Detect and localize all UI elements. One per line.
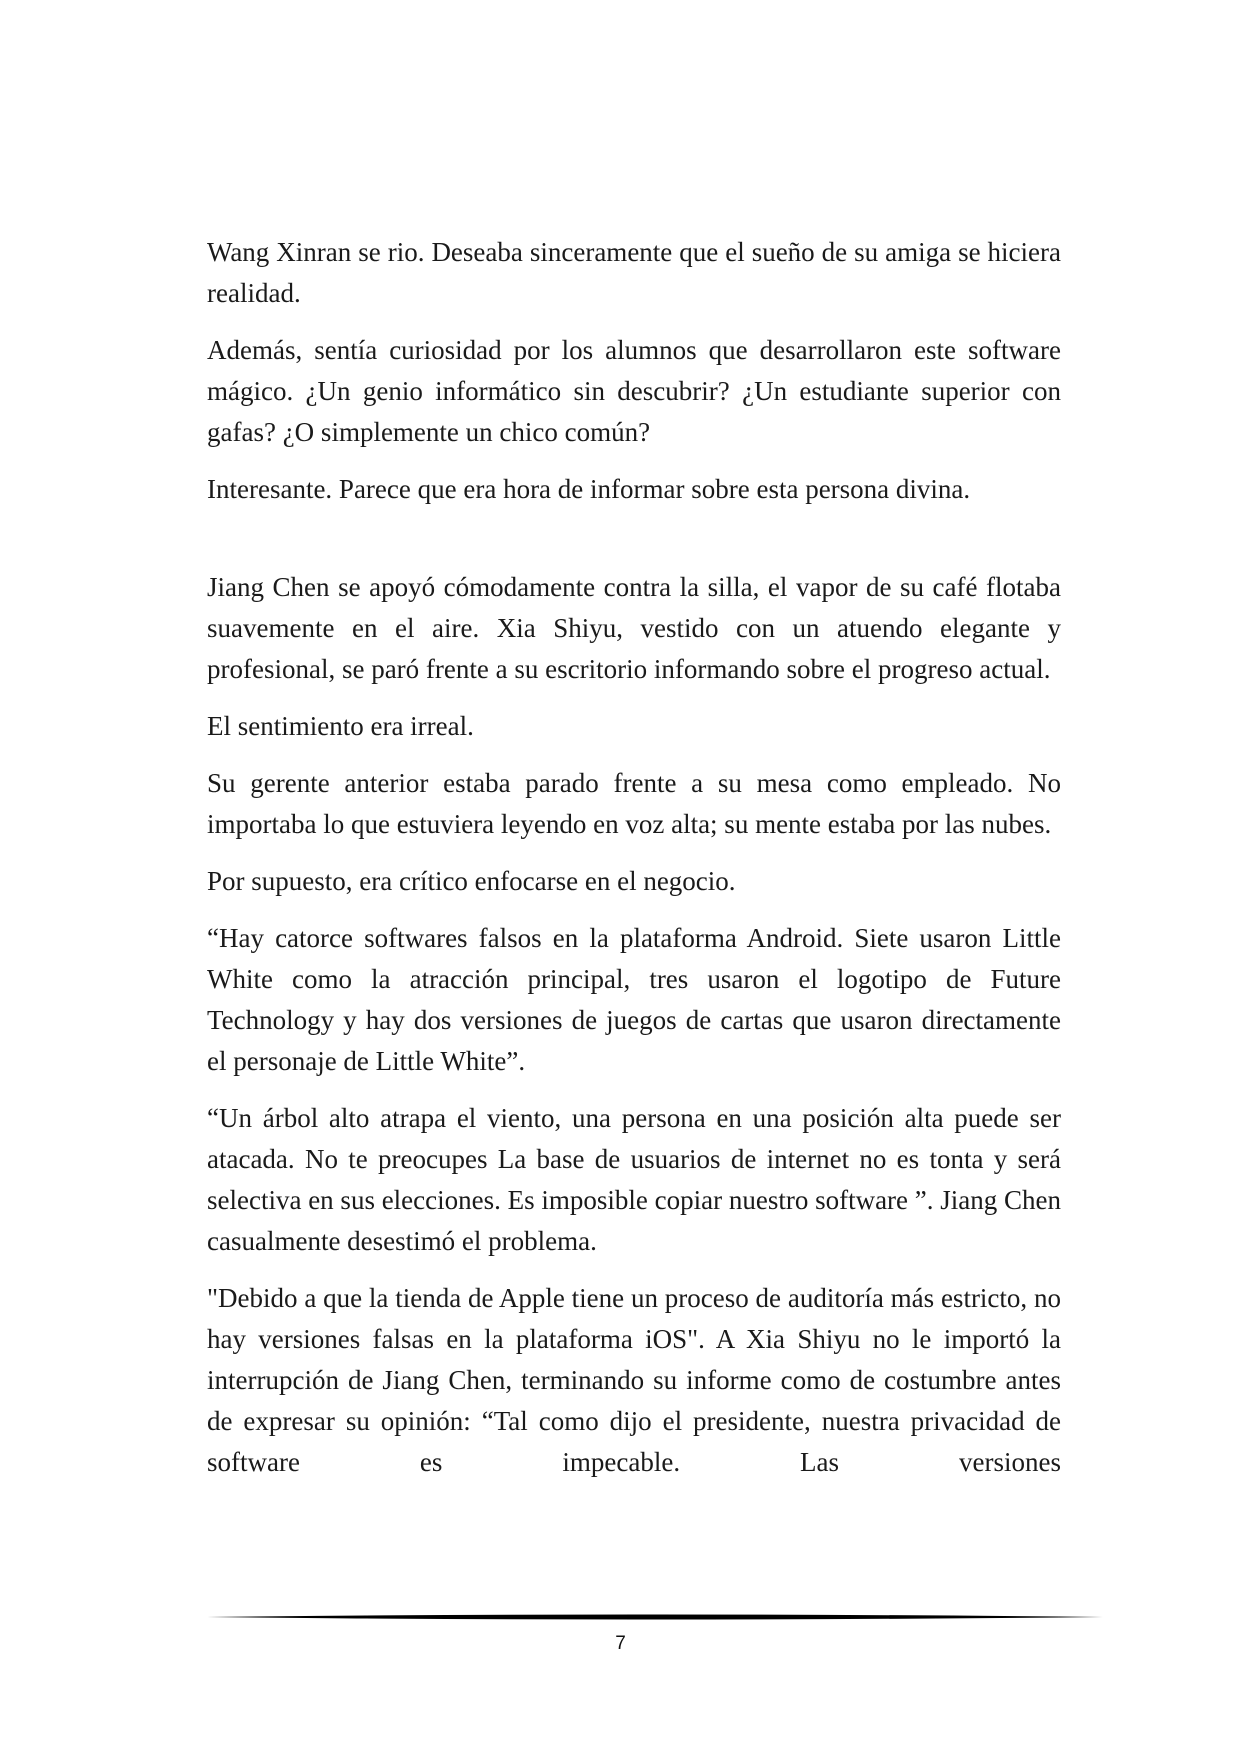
body-text <box>207 232 1061 1499</box>
paragraph: Jiang Chen se apoyó cómodamente contra la silla, el vapor de su café flotaba suavemente en el aire. Xia Shiyu, vestido con un atuendo elegante y profesional, se paró frente a su escritorio informando sobre el progreso actual. <box>207 572 1061 684</box>
paragraph: Wang Xinran se rio. Deseaba sinceramente que el sueño de su amiga se hiciera realidad. <box>207 237 1061 308</box>
paragraph: “Un árbol alto atrapa el viento, una persona en una posición alta puede ser atacada. No te preocupes La base de usuarios de internet no es tonta y será selectiva en sus elecciones. Es imposible copiar nuestro software ”. Jiang Chen casualmente desestimó el problema. <box>207 1103 1061 1256</box>
paragraph: El sentimiento era irreal. <box>207 711 474 741</box>
paragraph: "Debido a que la tienda de Apple tiene un proceso de auditoría más estricto, no hay versiones falsas en la plataforma iOS". A Xia Shiyu no le importó la interrupción de Jiang Chen, terminando su informe como de costumbre antes de expresar su opinión: “Tal como dijo el presidente, nuestra privacidad de software es impecable. Las versiones <box>207 1283 1061 1477</box>
paragraph: Además, sentía curiosidad por los alumnos que desarrollaron este software mágico. ¿Un genio informático sin descubrir? ¿Un estudiante superior con gafas? ¿O simplemente un chico común? <box>207 335 1061 447</box>
footer-rule <box>207 1613 1103 1621</box>
paragraph: Interesante. Parece que era hora de informar sobre esta persona divina. <box>207 474 971 504</box>
paragraph: Por supuesto, era crítico enfocarse en el negocio. <box>207 866 736 896</box>
paragraph: Su gerente anterior estaba parado frente a su mesa como empleado. No importaba lo que estuviera leyendo en voz alta; su mente estaba por las nubes. <box>207 768 1061 839</box>
page-number: 7 <box>615 1633 626 1654</box>
paragraph: “Hay catorce softwares falsos en la plataforma Android. Siete usaron Little White como la atracción principal, tres usaron el logotipo de Future Technology y hay dos versiones de juegos de cartas que usaron directamente el personaje de Little White”. <box>207 923 1061 1076</box>
section-break <box>207 526 1061 567</box>
